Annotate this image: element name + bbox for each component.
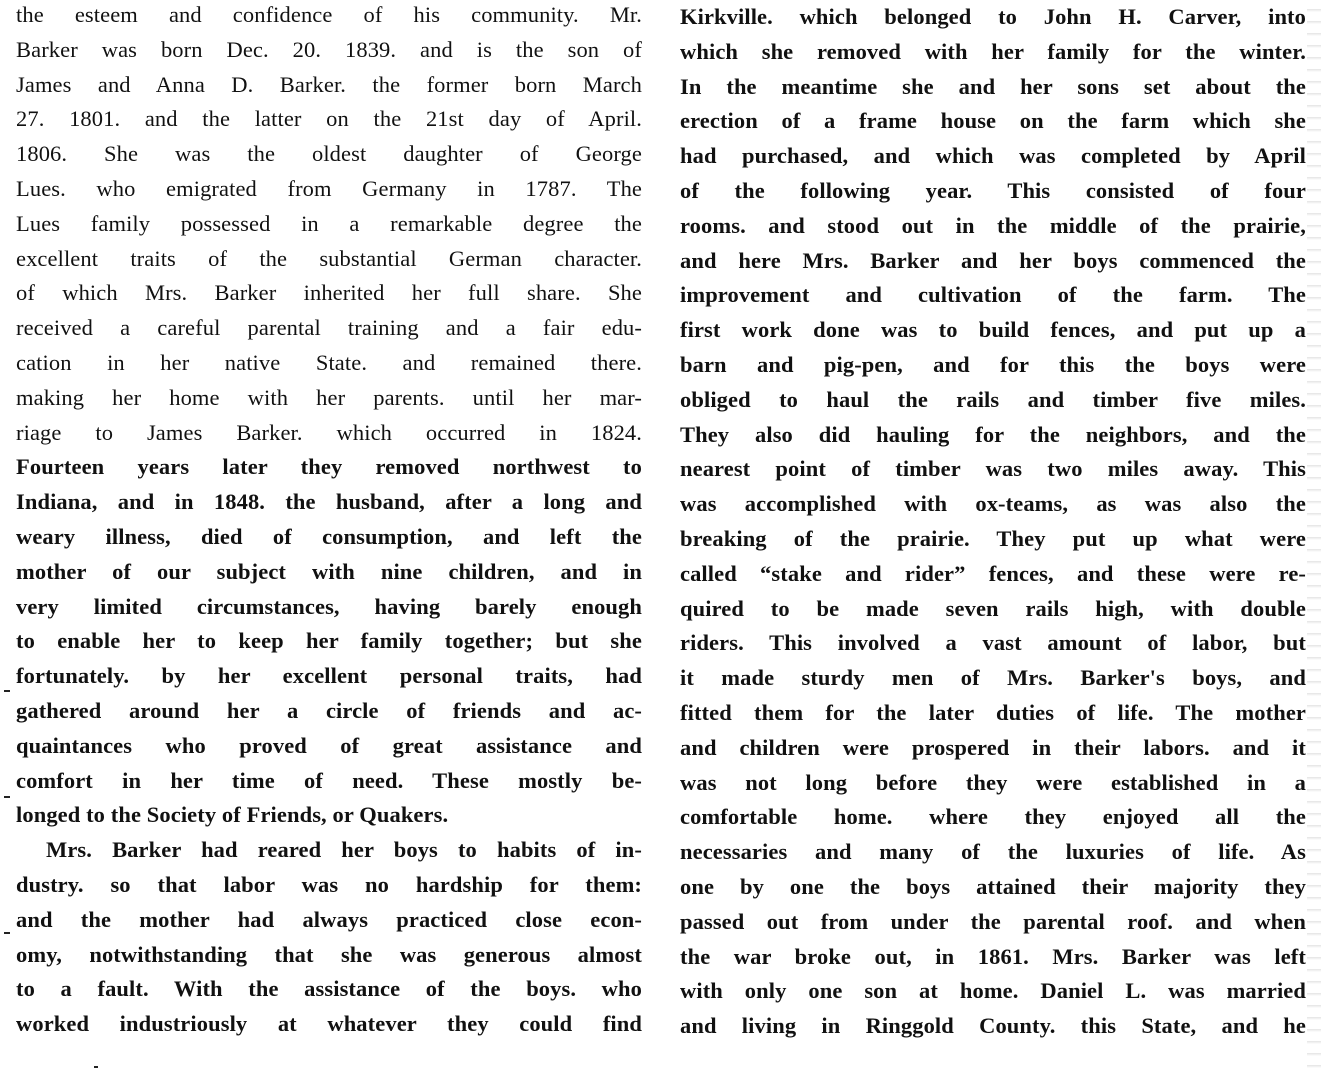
text-line: making her home with her parents. until her mar- [16, 384, 642, 410]
text-line: worked industriously at whatever they could find [16, 1011, 642, 1037]
text-line: and the mother had always practiced close econ- [16, 906, 642, 932]
text-line: Barker was born Dec. 20. 1839. and is the son of [16, 36, 642, 62]
text-line: the esteem and confidence of his community. Mr. [16, 2, 642, 27]
text-line: one by one the boys attained their majority they [680, 873, 1306, 899]
text-line: excellent traits of the substantial German character. [16, 245, 642, 271]
text-line: comfort in her time of need. These mostly be- [16, 767, 642, 793]
text-line: fortunately. by her excellent personal traits, had [16, 663, 642, 689]
text-line: and living in Ringgold County. this State, and he [680, 1013, 1306, 1039]
text-line: Lues. who emigrated from Germany in 1787. The [16, 175, 642, 201]
paragraph-start-line: Mrs. Barker had reared her boys to habits of in- [46, 837, 642, 863]
text-line: Fourteen years later they removed northwest to [16, 454, 642, 480]
text-line: passed out from under the parental roof. and when [680, 908, 1306, 934]
text-line: very limited circumstances, having barely enough [16, 593, 642, 619]
text-line: was accomplished with ox-teams, as was also the [680, 491, 1306, 517]
text-line: They also did hauling for the neighbors, and the [680, 421, 1306, 447]
text-line: to enable her to keep her family together; but she [16, 628, 642, 654]
ink-speck [4, 932, 10, 934]
text-line: In the meantime she and her sons set about the [680, 73, 1306, 99]
text-line: gathered around her a circle of friends and ac- [16, 697, 642, 723]
text-line: riage to James Barker. which occurred in 1824. [16, 419, 642, 445]
text-line: Lues family possessed in a remarkable degree the [16, 210, 642, 236]
text-line: of the following year. This consisted of four [680, 177, 1306, 203]
text-line: and children were prospered in their labors. and it [680, 734, 1306, 760]
text-line: comfortable home. where they enjoyed all the [680, 804, 1306, 830]
text-line: riders. This involved a vast amount of labor, but [680, 630, 1306, 656]
text-line: omy, notwithstanding that she was generous almost [16, 941, 642, 967]
text-line: quired to be made seven rails high, with double [680, 595, 1306, 621]
text-line: weary illness, died of consumption, and left the [16, 523, 642, 549]
text-line: mother of our subject with nine children, and in [16, 558, 642, 584]
scan-edge-artifact [1307, 0, 1321, 1074]
text-line: dustry. so that labor was no hardship for them: [16, 871, 642, 897]
ink-speck [4, 796, 10, 798]
text-line: 27. 1801. and the latter on the 21st day of April. [16, 106, 642, 132]
text-line: called “stake and rider” fences, and these were re- [680, 560, 1306, 586]
text-line: Indiana, and in 1848. the husband, after a long and [16, 489, 642, 515]
text-line: received a careful parental training and a fair edu- [16, 315, 642, 341]
text-line: necessaries and many of the luxuries of life. As [680, 839, 1306, 865]
text-line: fitted them for the later duties of life. The mother [680, 699, 1306, 725]
text-line: rooms. and stood out in the middle of the prairie, [680, 212, 1306, 238]
ink-speck [94, 1066, 98, 1068]
text-line: breaking of the prairie. They put up what were [680, 525, 1306, 551]
text-line: which she removed with her family for the winter. [680, 38, 1306, 64]
left-text-column [16, 0, 642, 1042]
text-line: was not long before they were established in a [680, 769, 1306, 795]
text-line: to a fault. With the assistance of the boys. who [16, 976, 642, 1002]
right-text-column [680, 0, 1306, 1044]
text-line: the war broke out, in 1861. Mrs. Barker was left [680, 943, 1306, 969]
text-line: erection of a frame house on the farm which she [680, 108, 1306, 134]
text-line: nearest point of timber was two miles away. This [680, 456, 1306, 482]
ink-speck [4, 690, 10, 692]
text-line: Kirkville. which belonged to John H. Carver, into [680, 4, 1306, 29]
text-line: improvement and cultivation of the farm. The [680, 282, 1306, 308]
text-line: barn and pig-pen, and for this the boys were [680, 351, 1306, 377]
text-line: obliged to haul the rails and timber five miles. [680, 386, 1306, 412]
text-line: 1806. She was the oldest daughter of George [16, 141, 642, 167]
text-line: James and Anna D. Barker. the former born March [16, 71, 642, 97]
text-line: with only one son at home. Daniel L. was married [680, 978, 1306, 1004]
text-line: longed to the Society of Friends, or Quakers. [16, 802, 449, 828]
text-line: first work done was to build fences, and put up a [680, 317, 1306, 343]
text-line: quaintances who proved of great assistance and [16, 732, 642, 758]
text-line: and here Mrs. Barker and her boys commenced the [680, 247, 1306, 273]
text-line: cation in her native State. and remained there. [16, 349, 642, 375]
text-line: of which Mrs. Barker inherited her full share. She [16, 280, 642, 306]
text-line: it made sturdy men of Mrs. Barker's boys, and [680, 665, 1306, 691]
text-line: had purchased, and which was completed by April [680, 143, 1306, 169]
